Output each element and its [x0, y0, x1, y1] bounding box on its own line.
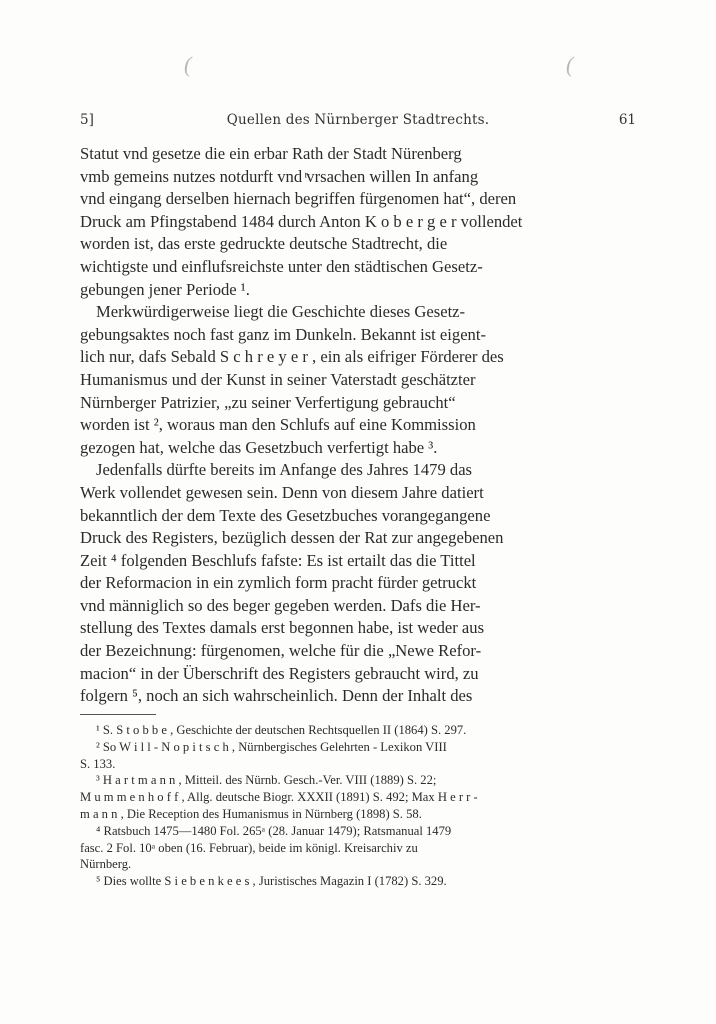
body-line: vmb gemeins nutzes notdurft vnd ͬvrsachen willen In anfang [80, 166, 479, 186]
footnote-4: ⁴ Ratsbuch 1475—1480 Fol. 265ᵃ (28. Januar 1479); Ratsmanual 1479 [96, 823, 452, 838]
page-number: 61 [618, 112, 636, 128]
section-number: 5] [80, 112, 94, 128]
body-line: Humanismus und der Kunst in seiner Vaterstadt geschätzter [80, 369, 476, 389]
body-line: Zeit ⁴ folgenden Beschlufs fafste: Es ist ertailt das die Tittel [80, 550, 476, 570]
body-line: vnd männiglich so des beger gegeben werden. Dafs die Her- [80, 595, 481, 615]
footnote-2: ² So W i l l - N o p i t s c h , Nürnbergisches Gelehrten - Lexikon VIII [96, 739, 447, 754]
body-line: macion“ in der Überschrift des Registers gebraucht wird, zu [80, 663, 479, 683]
body-line: Druck des Registers, bezüglich dessen der Rat zur angegebenen [80, 528, 504, 548]
body-line: worden ist ², woraus man den Schlufs auf eine Kommission [80, 415, 476, 435]
footnotes [80, 722, 636, 890]
scan-mark-right: ( [566, 52, 574, 77]
body-line: stellung des Textes damals erst begonnen habe, ist weder aus [80, 618, 485, 638]
body-line: gezogen hat, welche das Gesetzbuch verfertigt habe ³. [80, 437, 438, 457]
body-line: worden ist, das erste gedruckte deutsche Stadtrecht, die [80, 234, 448, 254]
body-line: Nürnberger Patrizier, „zu seiner Verfertigung gebraucht“ [80, 392, 456, 412]
body-line: wichtigste und einflufsreichste unter den städtischen Gesetz- [80, 256, 483, 276]
body-line: lich nur, dafs Sebald S c h r e y e r , ein als eifriger Förderer des [80, 347, 504, 367]
footnote-4-cont: Nürnberg. [80, 857, 132, 872]
body-line: Jedenfalls dürfte bereits im Anfange des Jahres 1479 das [96, 460, 473, 480]
footnote-3-cont: M u m m e n h o f f , Allg. deutsche Biogr. XXXII (1891) S. 492; Max H e r r - [80, 790, 478, 805]
footnote-4-cont: fasc. 2 Fol. 10ᵃ oben (16. Februar), beide im königl. Kreisarchiv zu [80, 840, 418, 855]
running-header [80, 112, 636, 134]
body-line: gebungen jener Periode ¹. [80, 279, 250, 299]
footnote-5: ⁵ Dies wollte S i e b e n k e e s , Juristisches Magazin I (1782) S. 329. [96, 874, 447, 889]
body-line: Merkwürdigerweise liegt die Geschichte dieses Gesetz- [96, 302, 466, 322]
footnote-3-cont: m a n n , Die Reception des Humanismus in Nürnberg (1898) S. 58. [80, 806, 422, 821]
footnote-2-cont: S. 133. [80, 756, 116, 771]
running-title: Quellen des Nürnberger Stadtrechts. [226, 112, 490, 128]
body-line: der Bezeichnung: fürgenomen, welche für die „Newe Refor- [80, 641, 482, 661]
body-text [80, 143, 636, 708]
footnote-divider [80, 714, 156, 715]
body-line: Druck am Pfingstabend 1484 durch Anton K o b e r g e r vollendet [80, 211, 523, 231]
body-line: Werk vollendet gewesen sein. Denn von diesem Jahre datiert [80, 482, 484, 502]
body-line: folgern ⁵, noch an sich wahrscheinlich. Denn der Inhalt des [80, 686, 473, 706]
body-line: bekanntlich der dem Texte des Gesetzbuches vorangegangene [80, 505, 491, 525]
scan-mark-left: ( [184, 52, 192, 77]
footnote-3: ³ H a r t m a n n , Mitteil. des Nürnb. Gesch.-Ver. VIII (1889) S. 22; [96, 773, 437, 788]
body-line: der Reformacion in ein zymlich form pracht fürder getruckt [80, 573, 477, 593]
footnote-1: ¹ S. S t o b b e , Geschichte der deutschen Rechtsquellen II (1864) S. 297. [96, 723, 467, 737]
body-line: Statut vnd gesetze die ein erbar Rath der Stadt Nürenberg [80, 144, 462, 163]
body-line: vnd eingang derselben hiernach begriffen fürgenomen hat“, deren [80, 189, 517, 209]
body-line: gebungsaktes noch fast ganz im Dunkeln. Bekannt ist eigent- [80, 324, 486, 344]
